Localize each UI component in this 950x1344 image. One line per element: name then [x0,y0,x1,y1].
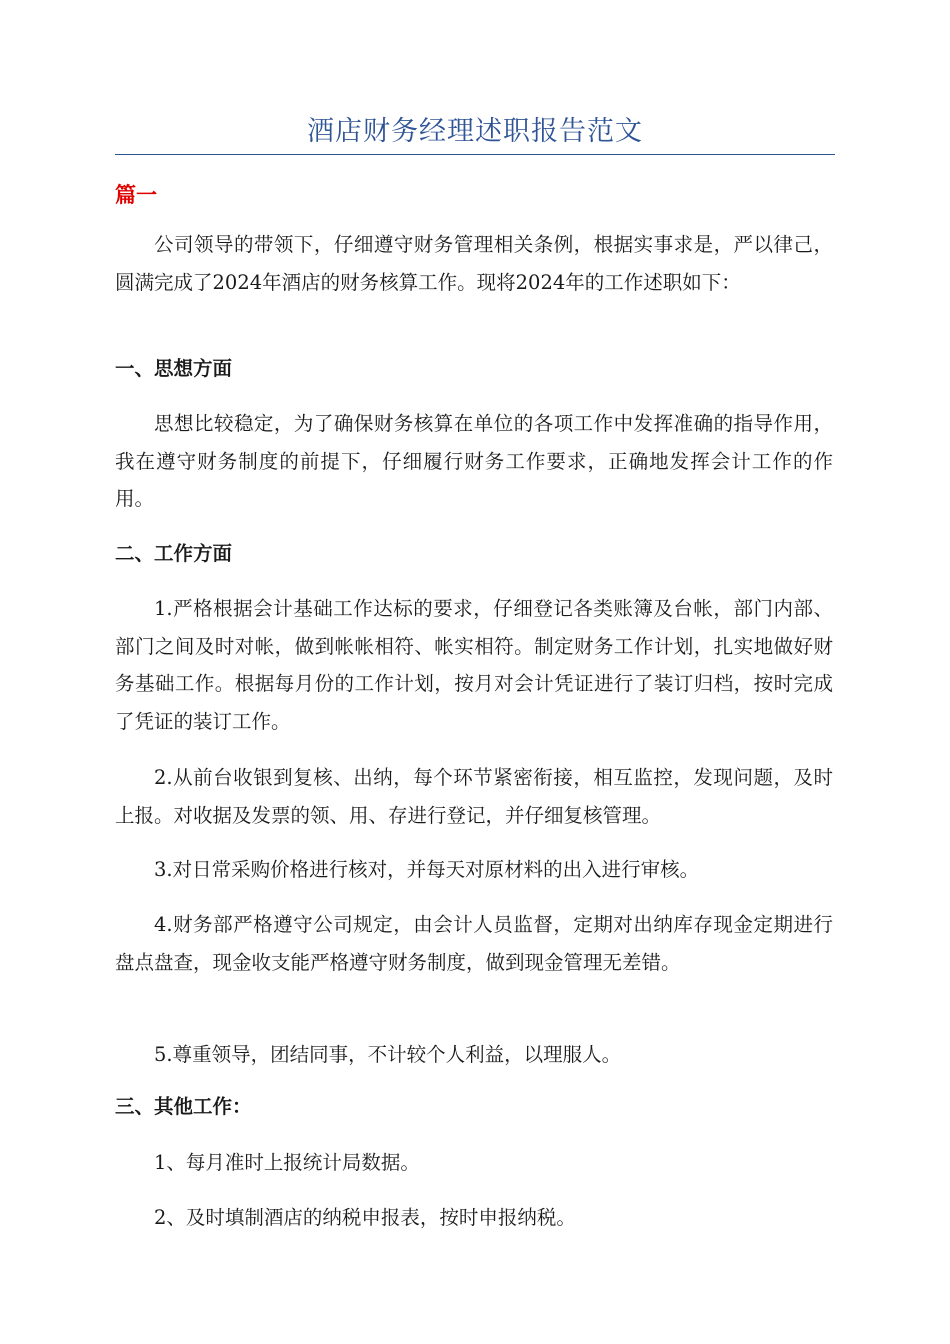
other-item-2: 2、及时填制酒店的纳税申报表，按时申报纳税。 [154,1206,576,1229]
heading-other: 三、其他工作： [115,1095,252,1118]
document-title: 酒店财务经理述职报告范文 [307,116,643,147]
heading-work: 二、工作方面 [115,542,233,565]
section-label: 篇一 [115,183,157,207]
work-item-3: 3.对日常采购价格进行核对，并每天对原材料的出入进行审核。 [154,858,700,881]
heading-thought: 一、思想方面 [115,357,233,380]
work-item-1: 1.严格根据会计基础工作达标的要求，仔细登记各类账簿及台帐，部门内部、部门之间及时对帐，做到帐帐相符、帐实相符。制定财务工作计划，扎实地做好财务基础工作。根据每月份的工作计划，按月对会计凭证进行了装订归档，按时完成了凭证的装订工作。 [115,597,833,733]
work-item-4: 4.财务部严格遵守公司规定，由会计人员监督，定期对出纳库存现金定期进行盘点盘查，现金收支能严格遵守财务制度，做到现金管理无差错。 [115,913,833,974]
work-item-5: 5.尊重领导，团结同事，不计较个人利益，以理服人。 [154,1043,622,1066]
work-item-2: 2.从前台收银到复核、出纳，每个环节紧密衔接，相互监控，发现问题，及时上报。对收据及发票的领、用、存进行登记，并仔细复核管理。 [115,766,833,827]
thought-paragraph: 思想比较稳定，为了确保财务核算在单位的各项工作中发挥准确的指导作用，我在遵守财务制度的前提下，仔细履行财务工作要求，正确地发挥会计工作的作用。 [115,412,833,510]
intro-paragraph: 公司领导的带领下，仔细遵守财务管理相关条例，根据实事求是，严以律己，圆满完成了2024年酒店的财务核算工作。现将2024年的工作述职如下： [115,233,833,294]
title-underline [115,154,835,155]
other-item-1: 1、每月准时上报统计局数据。 [154,1151,420,1174]
